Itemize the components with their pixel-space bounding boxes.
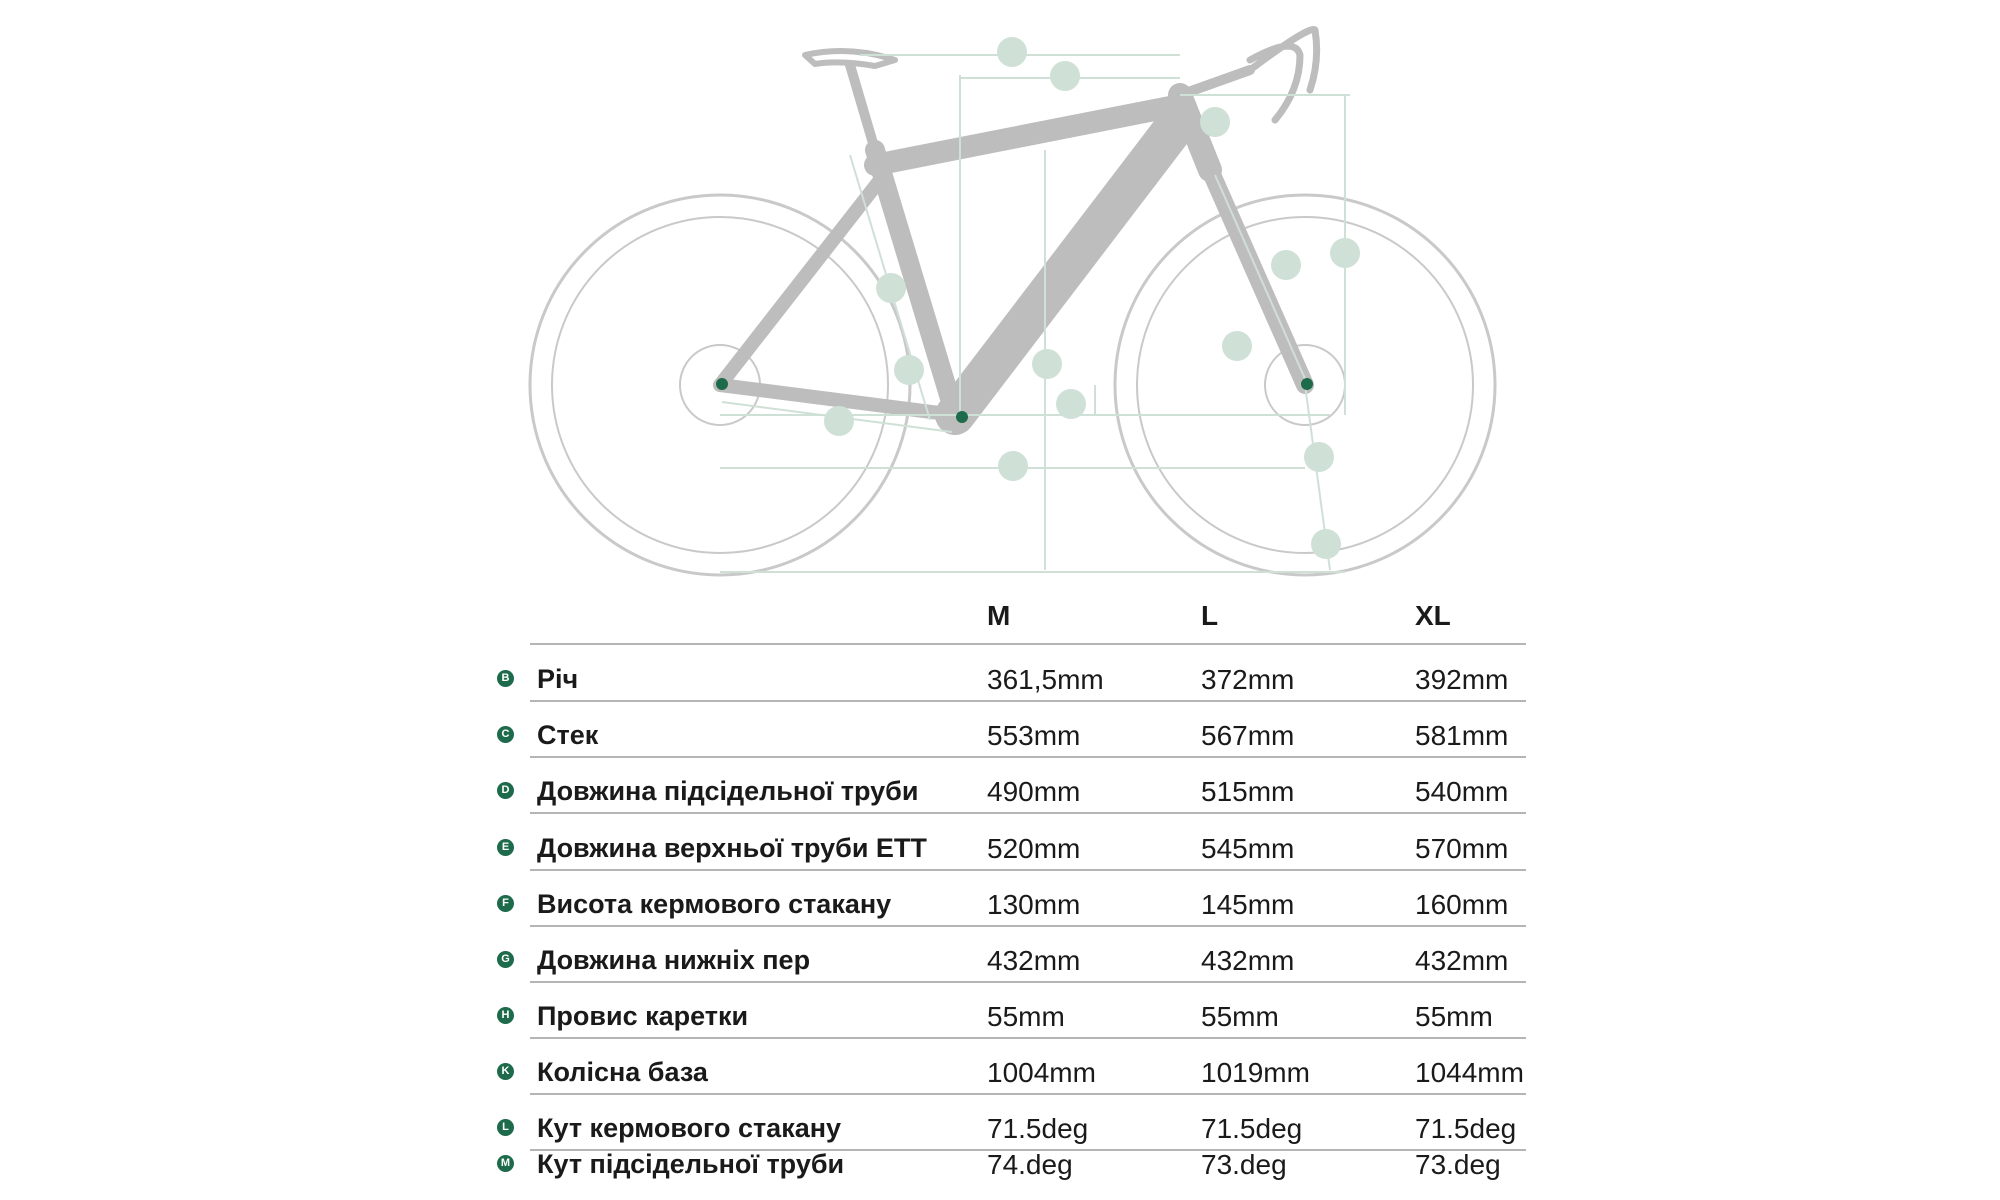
row-separator bbox=[530, 1037, 1526, 1039]
value-xl: 570mm bbox=[1415, 833, 1509, 864]
row-label: Провис каретки bbox=[537, 1001, 749, 1031]
value-l: 432mm bbox=[1201, 945, 1295, 976]
value-xl: 160mm bbox=[1415, 889, 1509, 920]
table-row bbox=[0, 937, 2000, 993]
row-label: Кут кермового стакану bbox=[537, 1113, 842, 1143]
table-row bbox=[0, 1141, 2000, 1197]
row-separator bbox=[530, 1093, 1526, 1095]
size-header-l: L bbox=[1201, 600, 1219, 631]
value-m: 361,5mm bbox=[987, 664, 1104, 695]
row-marker-badge: C bbox=[497, 726, 514, 743]
value-xl: 392mm bbox=[1415, 664, 1509, 695]
row-marker-badge: G bbox=[497, 951, 514, 968]
value-m: 1004mm bbox=[987, 1057, 1096, 1088]
value-xl: 432mm bbox=[1415, 945, 1509, 976]
table-row bbox=[0, 825, 2000, 881]
row-marker-badge: F bbox=[497, 895, 514, 912]
value-m: 55mm bbox=[987, 1001, 1065, 1032]
value-l: 515mm bbox=[1201, 776, 1295, 807]
size-header-m: M bbox=[987, 600, 1011, 631]
value-m: 520mm bbox=[987, 833, 1081, 864]
row-marker-badge: H bbox=[497, 1007, 514, 1024]
row-separator bbox=[530, 925, 1526, 927]
row-marker-badge: M bbox=[497, 1155, 514, 1172]
row-separator bbox=[530, 869, 1526, 871]
value-l: 73.deg bbox=[1201, 1149, 1287, 1180]
value-xl: 581mm bbox=[1415, 720, 1509, 751]
value-m: 74.deg bbox=[987, 1149, 1073, 1180]
row-separator bbox=[530, 981, 1526, 983]
value-xl: 1044mm bbox=[1415, 1057, 1524, 1088]
table-row bbox=[0, 712, 2000, 768]
row-label: Стек bbox=[537, 720, 599, 750]
row-label: Кут підсідельної труби bbox=[537, 1149, 845, 1179]
row-label: Довжина підсідельної труби bbox=[537, 776, 919, 806]
row-label: Довжина нижніх пер bbox=[537, 945, 811, 975]
value-m: 553mm bbox=[987, 720, 1081, 751]
value-l: 372mm bbox=[1201, 664, 1295, 695]
value-l: 145mm bbox=[1201, 889, 1295, 920]
table-row bbox=[0, 993, 2000, 1049]
row-label: Довжина верхньої труби ETT bbox=[537, 833, 927, 863]
row-marker-badge: K bbox=[497, 1063, 514, 1080]
table-row bbox=[0, 881, 2000, 937]
table-row bbox=[0, 768, 2000, 824]
row-marker-badge: L bbox=[497, 1119, 514, 1136]
value-xl: 540mm bbox=[1415, 776, 1509, 807]
value-m: 130mm bbox=[987, 889, 1081, 920]
value-l: 567mm bbox=[1201, 720, 1295, 751]
value-xl: 71.5deg bbox=[1415, 1113, 1517, 1144]
row-separator bbox=[530, 812, 1526, 814]
row-separator bbox=[530, 700, 1526, 702]
value-m: 71.5deg bbox=[987, 1113, 1089, 1144]
size-header-xl: XL bbox=[1415, 600, 1451, 631]
row-label: Колісна база bbox=[537, 1057, 708, 1087]
value-m: 490mm bbox=[987, 776, 1081, 807]
row-separator bbox=[530, 756, 1526, 758]
table-row bbox=[0, 1049, 2000, 1105]
value-l: 71.5deg bbox=[1201, 1113, 1303, 1144]
value-m: 432mm bbox=[987, 945, 1081, 976]
row-marker-badge: E bbox=[497, 839, 514, 856]
row-label: Річ bbox=[537, 664, 579, 694]
value-l: 545mm bbox=[1201, 833, 1295, 864]
row-marker-badge: B bbox=[497, 670, 514, 687]
value-xl: 73.deg bbox=[1415, 1149, 1501, 1180]
value-l: 55mm bbox=[1201, 1001, 1279, 1032]
row-label: Висота кермового стакану bbox=[537, 889, 892, 919]
value-xl: 55mm bbox=[1415, 1001, 1493, 1032]
row-marker-badge: D bbox=[497, 782, 514, 799]
value-l: 1019mm bbox=[1201, 1057, 1310, 1088]
header-separator bbox=[530, 643, 1526, 645]
table-row bbox=[0, 656, 2000, 712]
